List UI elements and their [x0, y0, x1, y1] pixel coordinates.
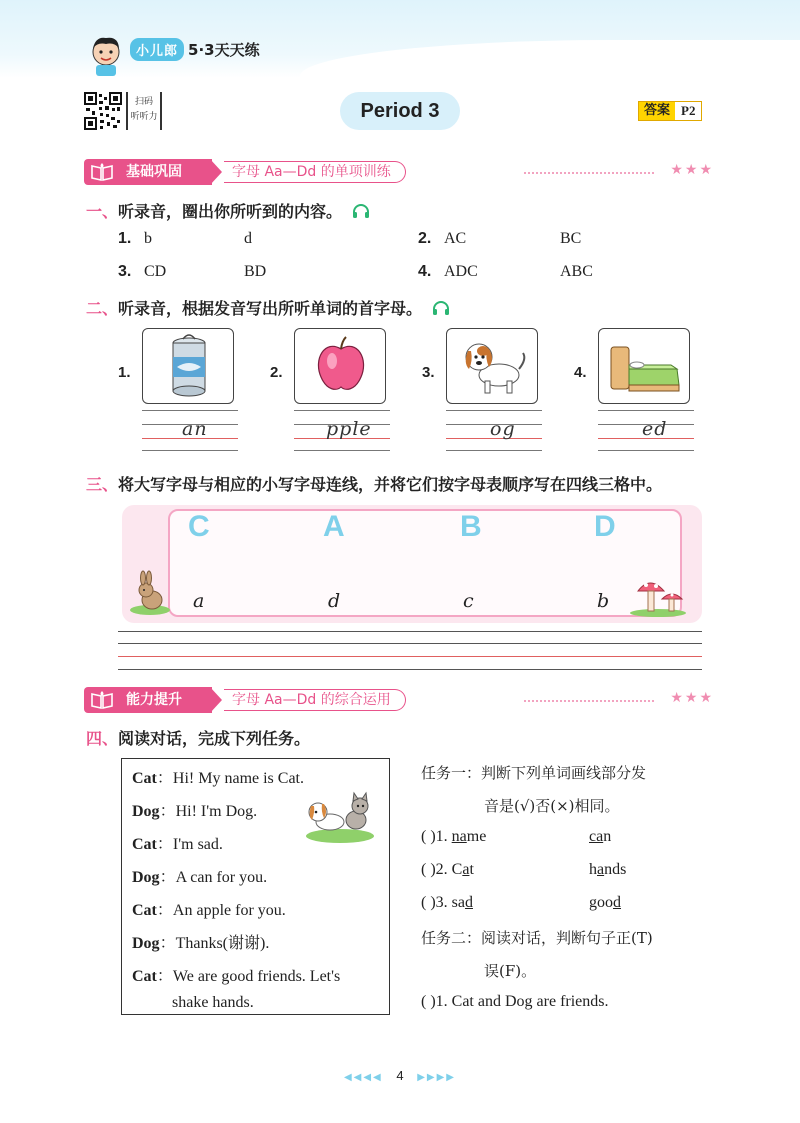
section-title: 基础巩固	[120, 159, 212, 185]
difficulty-stars: ★★★	[670, 690, 714, 706]
dog-icon	[447, 329, 539, 405]
answer-badge[interactable]	[638, 101, 702, 121]
dialog-line-continued	[172, 994, 254, 1012]
qr-note	[126, 92, 162, 130]
rabbit-icon	[128, 570, 174, 616]
lowercase-letter[interactable]: b	[597, 590, 610, 612]
dialog-line: Cat：We are good friends. Let's	[132, 968, 341, 985]
section-bar-basic	[84, 159, 714, 185]
speaker: Cat	[132, 770, 157, 787]
footer-left-arrows: ◀◀◀◀	[343, 1072, 383, 1083]
grid-line	[294, 410, 390, 411]
question-number: 三、	[86, 475, 119, 494]
speaker: Cat	[132, 968, 157, 985]
question-2	[86, 296, 450, 319]
section-bar-advanced	[84, 687, 714, 713]
word-fragment: ed	[642, 418, 668, 440]
answer-blank[interactable]: ( )	[421, 993, 436, 1010]
option-a[interactable]: AC	[444, 230, 467, 247]
dialog-text: shake hands.	[172, 994, 254, 1011]
question-text: 听录音，圈出你所听到的内容。	[118, 202, 343, 221]
item-number: 3.	[422, 364, 435, 381]
grid-line-base	[118, 656, 702, 657]
qr-code-icon[interactable]	[84, 92, 122, 130]
dialog-line: Cat：An apple for you.	[132, 902, 286, 919]
word-1: sad	[451, 894, 473, 911]
grid-line	[446, 450, 542, 451]
word-2: good	[589, 894, 621, 911]
mushroom-icon	[628, 575, 688, 617]
picture-frame	[598, 328, 690, 404]
qr-note-line2: 听听力	[130, 112, 158, 122]
uppercase-letter[interactable]: D	[594, 510, 616, 543]
four-line-grid[interactable]	[446, 406, 542, 452]
page-number: 4	[396, 1068, 404, 1083]
task-1-item	[421, 894, 621, 912]
dialog-text: Thanks(谢谢).	[175, 935, 270, 952]
mascot-icon	[86, 34, 126, 76]
option-b[interactable]: BC	[560, 230, 582, 247]
cat-dog-icon	[302, 790, 378, 844]
speaker: Dog	[132, 803, 160, 820]
task-2-title-cont: 误(F)。	[484, 962, 537, 980]
lowercase-letter[interactable]: c	[463, 590, 474, 612]
brand-logo: 小儿郎	[130, 38, 184, 61]
option-a[interactable]: b	[144, 230, 152, 247]
item-number: 2.	[435, 861, 448, 878]
task-1-title-cont: 音是(√)否(×)相同。	[484, 797, 620, 815]
uppercase-letter[interactable]: C	[188, 510, 210, 543]
speaker: Dog	[132, 935, 160, 952]
section-title: 能力提升	[120, 687, 212, 713]
section-book-icon	[84, 687, 120, 713]
page-footer	[0, 1068, 800, 1083]
option-number: 1.	[118, 230, 132, 247]
section-subtitle: 字母 Aa—Dd 的综合运用	[224, 689, 406, 711]
dialog-text: Hi! My name is Cat.	[172, 770, 304, 787]
dialog-text: A can for you.	[175, 869, 268, 886]
speaker: Cat	[132, 836, 157, 853]
question-1	[86, 199, 370, 222]
word-fragment: an	[182, 418, 208, 440]
option-b[interactable]: d	[244, 230, 252, 247]
item-number: 1.	[435, 993, 448, 1010]
dialog-line: Dog：Thanks(谢谢).	[132, 935, 270, 952]
answer-page: P2	[675, 102, 701, 120]
option-a[interactable]: CD	[144, 263, 167, 280]
dialog-line: Dog：A can for you.	[132, 869, 268, 886]
section-divider	[524, 700, 654, 702]
lowercase-letter[interactable]: d	[328, 590, 341, 612]
statement: Cat and Dog are friends.	[451, 993, 609, 1010]
option-number: 3.	[118, 263, 132, 280]
answer-blank[interactable]: ( )	[421, 828, 436, 845]
question-number: 二、	[86, 299, 119, 318]
word-1: name	[451, 828, 487, 845]
brand	[130, 38, 260, 61]
section-book-icon	[84, 159, 120, 185]
option-b[interactable]: BD	[244, 263, 267, 280]
question-number: 四、	[86, 729, 119, 748]
grid-line	[598, 410, 694, 411]
task-1-title: 任务一：判断下列单词画线部分发	[421, 764, 647, 782]
grid-line	[142, 410, 238, 411]
word-2: can	[589, 828, 612, 845]
section-arrow	[210, 687, 222, 713]
grid-line	[142, 450, 238, 451]
grid-line	[118, 643, 702, 644]
task-2-title: 任务二：阅读对话，判断句子正(T)	[421, 929, 653, 947]
speaker: Dog	[132, 869, 160, 886]
word-1: Cat	[451, 861, 474, 878]
can-icon	[143, 329, 235, 405]
grid-line	[118, 669, 702, 670]
picture-frame	[142, 328, 234, 404]
answer-blank[interactable]: ( )	[421, 894, 436, 911]
task-2-item	[421, 993, 609, 1011]
lowercase-letter[interactable]: a	[193, 590, 205, 612]
page-title: Period 3	[340, 92, 460, 130]
question-3	[86, 472, 662, 495]
dialog-text: An apple for you.	[172, 902, 286, 919]
word-fragment: og	[490, 418, 516, 440]
question-4	[86, 726, 310, 749]
headphone-icon[interactable]	[432, 300, 450, 316]
question-text: 将大写字母与相应的小写字母连线，并将它们按字母表顺序写在四线三格中。	[118, 475, 663, 494]
item-number: 4.	[574, 364, 587, 381]
brand-series: 5·3天天练	[188, 41, 260, 59]
four-line-grid[interactable]	[142, 406, 238, 452]
word-2: hands	[589, 861, 627, 878]
grid-line	[598, 450, 694, 451]
grid-line	[446, 410, 542, 411]
option-number: 4.	[418, 263, 432, 280]
footer-right-arrows: ▶▶▶▶	[417, 1072, 456, 1083]
word-fragment: pple	[326, 418, 372, 440]
task-1-item	[421, 828, 612, 846]
task-1-item	[421, 861, 627, 879]
uppercase-letter[interactable]: B	[460, 510, 482, 543]
four-line-grid[interactable]	[598, 406, 694, 452]
difficulty-stars: ★★★	[670, 162, 714, 178]
option-b[interactable]: ABC	[560, 263, 593, 280]
option-a[interactable]: ADC	[444, 263, 478, 280]
apple-icon	[295, 329, 387, 405]
dialog-text: I'm sad.	[172, 836, 223, 853]
item-number: 1.	[435, 828, 448, 845]
grid-line	[118, 631, 702, 632]
dialog-line: Cat：Hi! My name is Cat.	[132, 770, 304, 787]
qr-note-line1: 扫码	[134, 97, 153, 107]
dialog-line: Cat：I'm sad.	[132, 836, 223, 853]
four-line-grid[interactable]	[294, 406, 390, 452]
item-number: 3.	[435, 894, 448, 911]
section-arrow	[210, 159, 222, 185]
bed-icon	[599, 329, 691, 405]
item-number: 2.	[270, 364, 283, 381]
picture-frame	[446, 328, 538, 404]
writing-grid[interactable]	[118, 631, 702, 671]
headphone-icon[interactable]	[352, 203, 370, 219]
section-subtitle: 字母 Aa—Dd 的单项训练	[224, 161, 406, 183]
section-divider	[524, 172, 654, 174]
answer-blank[interactable]: ( )	[421, 861, 436, 878]
uppercase-letter[interactable]: A	[323, 510, 345, 543]
item-number: 1.	[118, 364, 131, 381]
dialog-line: Dog：Hi! I'm Dog.	[132, 803, 258, 820]
dialog-text: We are good friends. Let's	[172, 968, 341, 985]
question-text: 听录音，根据发音写出所听单词的首字母。	[118, 299, 423, 318]
option-number: 2.	[418, 230, 432, 247]
grid-line	[294, 450, 390, 451]
question-number: 一、	[86, 202, 119, 221]
picture-frame	[294, 328, 386, 404]
answer-label: 答案	[639, 102, 675, 120]
speaker: Cat	[132, 902, 157, 919]
question-text: 阅读对话，完成下列任务。	[118, 729, 311, 748]
dialog-text: Hi! I'm Dog.	[175, 803, 258, 820]
